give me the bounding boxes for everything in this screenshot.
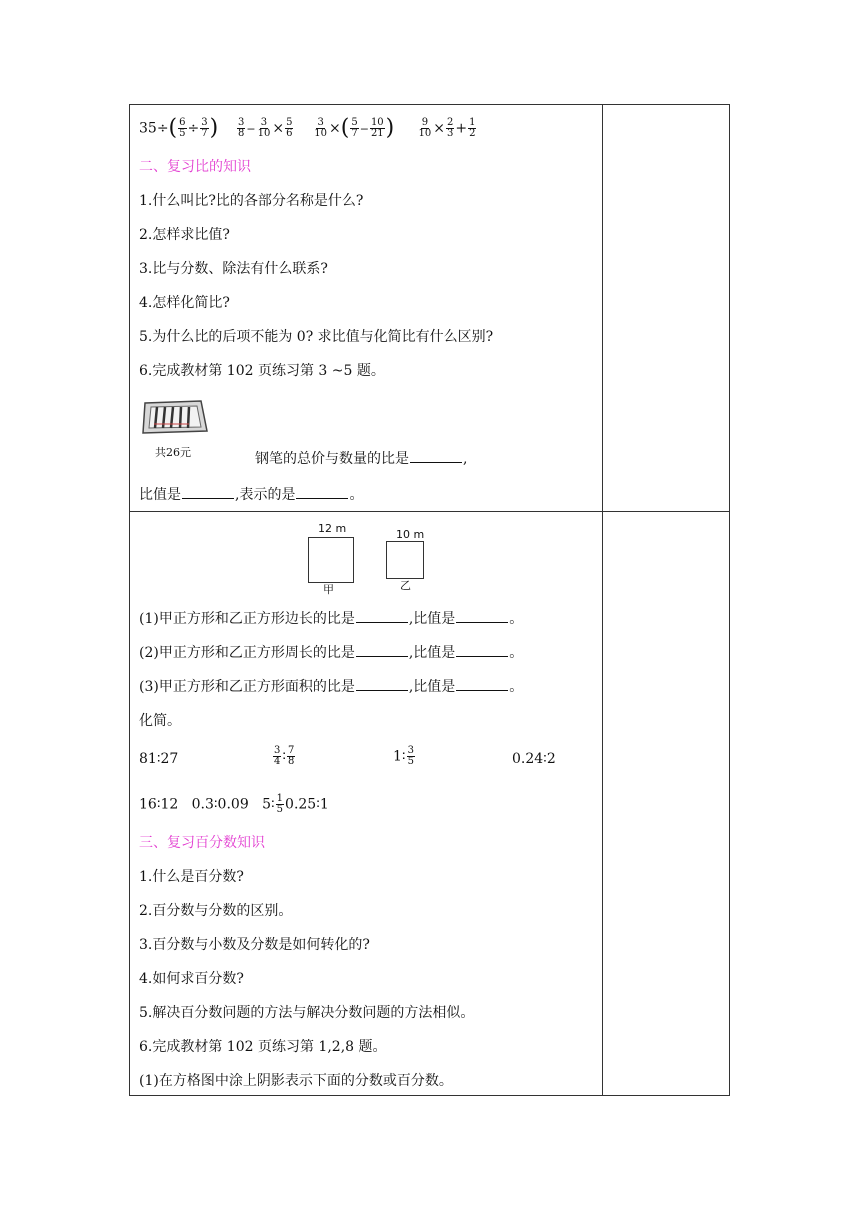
square-a: [308, 537, 354, 583]
fraction: $\frac{5}{6}$: [286, 117, 293, 139]
ratio-item: $\frac{3}{4}$ ∶ $\frac{7}{8}$: [274, 745, 295, 767]
fraction: $\frac{9}{10}$: [418, 117, 432, 139]
expression-row: 35÷( $\frac{6}{5}$ ÷ $\frac{3}{7}$ ) $\frac{3}{8}$ − $\frac{3}{10}$ × $\frac{5}{6}$ $\frac{3}{10}$ ×( $\frac{5}{7}$ − $\frac{10}{21}$ ) $\frac{9}{10}$ × $\frac{2}{3}$ + $\frac{1}{2}$: [139, 115, 476, 141]
answer-blank[interactable]: [456, 610, 508, 623]
fraction: $\frac{2}{3}$: [447, 117, 454, 139]
ratio-item: 81∶27: [139, 751, 179, 767]
question-line: 6.完成教材第 102 页练习第 3 ~5 题。: [139, 363, 385, 379]
answer-blank[interactable]: [356, 610, 408, 623]
question-line: 3.比与分数、除法有什么联系?: [139, 261, 328, 277]
squares-figure: [304, 522, 434, 596]
fraction: $\frac{3}{10}$: [257, 117, 271, 139]
square-b-size: 10 m: [396, 528, 425, 541]
fraction: $\frac{3}{8}$: [238, 117, 245, 139]
answer-blank[interactable]: [410, 450, 462, 463]
question-line: 2.怎样求比值?: [139, 227, 230, 243]
row-divider: [130, 511, 729, 512]
square-a-size: 12 m: [318, 522, 347, 535]
fraction: $\frac{5}{7}$: [351, 117, 358, 139]
question-line: 3.百分数与小数及分数是如何转化的?: [139, 937, 370, 953]
ratio-row: 16∶12 0.3∶0.09 5∶ $\frac{1}{5}$ 0.25∶1: [139, 793, 329, 815]
question-line: 1.什么叫比?比的各部分名称是什么?: [139, 193, 364, 209]
question-line: (3)甲正方形和乙正方形面积的比是 ,比值是 。: [139, 679, 524, 695]
fraction: $\frac{1}{2}$: [469, 117, 476, 139]
column-divider: [602, 105, 603, 1095]
expr-int: 35÷: [139, 120, 169, 137]
answer-blank[interactable]: [456, 644, 508, 657]
question-line: (1)甲正方形和乙正方形边长的比是 ,比值是 。: [139, 611, 524, 627]
ratio-item: 0.24∶2: [512, 751, 556, 767]
question-line: 5.为什么比的后项不能为 0? 求比值与化简比有什么区别?: [139, 329, 494, 345]
fraction: $\frac{6}{5}$: [179, 117, 186, 139]
answer-blank[interactable]: [356, 678, 408, 691]
question-line: 4.如何求百分数?: [139, 971, 244, 987]
fraction: $\frac{3}{7}$: [201, 117, 208, 139]
fraction: $\frac{10}{21}$: [370, 117, 384, 139]
question-line: (2)甲正方形和乙正方形周长的比是 ,比值是 。: [139, 645, 524, 661]
square-b-name: 乙: [400, 579, 411, 592]
pen-ratio-line: 钢笔的总价与数量的比是 ,: [255, 451, 468, 467]
section-heading: 二、复习比的知识: [139, 159, 251, 175]
answer-blank[interactable]: [296, 486, 348, 499]
question-line: 6.完成教材第 102 页练习第 1,2,8 题。: [139, 1039, 387, 1055]
question-line: (1)在方格图中涂上阴影表示下面的分数或百分数。: [139, 1073, 453, 1089]
answer-blank[interactable]: [356, 644, 408, 657]
pen-tray-image: [141, 397, 209, 437]
simplify-label: 化简。: [139, 713, 181, 729]
ratio-item: 1∶ $\frac{3}{5}$: [393, 745, 414, 767]
answer-blank[interactable]: [456, 678, 508, 691]
section-heading: 三、复习百分数知识: [139, 835, 265, 851]
answer-blank[interactable]: [182, 486, 234, 499]
square-b: [386, 541, 424, 579]
question-line: 1.什么是百分数?: [139, 869, 244, 885]
question-line: 2.百分数与分数的区别。: [139, 903, 293, 919]
question-line: 4.怎样化简比?: [139, 295, 230, 311]
fraction: $\frac{3}{10}$: [314, 117, 328, 139]
square-a-name: 甲: [323, 583, 334, 596]
tray-caption: 共26元: [155, 446, 191, 459]
question-line: 5.解决百分数问题的方法与解决分数问题的方法相似。: [139, 1005, 475, 1021]
ratio-value-line: 比值是 ,表示的是 。: [139, 487, 364, 503]
